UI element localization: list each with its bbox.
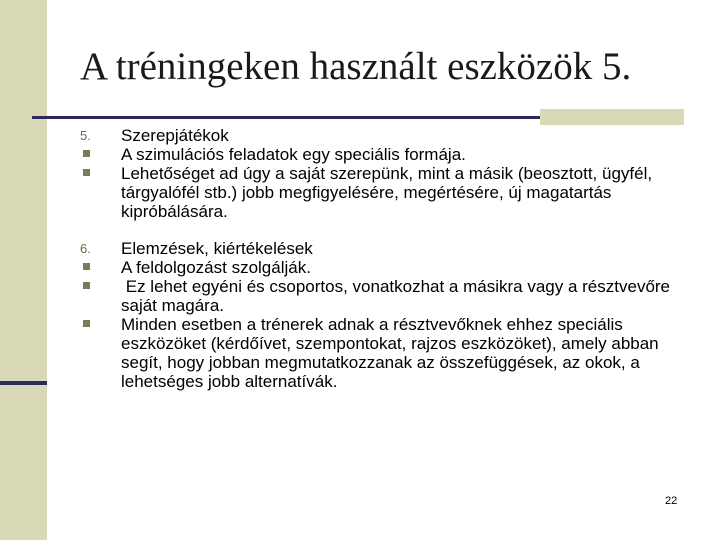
slide-content <box>80 126 680 391</box>
section-6-number: 6. <box>80 241 91 256</box>
list-item <box>80 258 680 277</box>
list-item <box>80 277 680 315</box>
left-accent-bar <box>0 0 47 540</box>
slide-title: A tréningeken használt eszközök 5. <box>80 45 632 88</box>
section-5-heading: Szerepjátékok <box>121 126 229 145</box>
section-5-number: 5. <box>80 128 91 143</box>
bullet-text: A szimulációs feladatok egy speciális formája. <box>121 145 466 164</box>
square-bullet-icon <box>83 263 90 270</box>
title-accent-box <box>540 109 684 125</box>
section-6-heading-item <box>80 239 680 258</box>
bullet-text: Lehetőséget ad úgy a saját szerepünk, mint a másik (beosztott, ügyfél, tárgyalófél stb.) jobb megfigyelésére, megértésére, új magatartás kipróbálására. <box>121 164 653 221</box>
square-bullet-icon <box>83 150 90 157</box>
page-number: 22 <box>665 495 678 507</box>
section-6-heading: Elemzések, kiértékelések <box>121 239 313 258</box>
list-item <box>80 164 680 221</box>
square-bullet-icon <box>83 320 90 327</box>
list-item <box>80 315 680 391</box>
section-5-heading-item <box>80 126 680 145</box>
bullet-text: Ez lehet egyéni és csoportos, vonatkozhat a másikra vagy a résztvevőre saját magára. <box>121 277 675 315</box>
square-bullet-icon <box>83 169 90 176</box>
bullet-text: A feldolgozást szolgálják. <box>121 258 311 277</box>
bullet-text: Minden esetben a trénerek adnak a résztvevőknek ehhez speciális eszközöket (kérdőívet, szempontokat, rajzos eszközöket), amely abban segít, hogy jobban megmutatkozzanak az összefüggések, az okok, a lehetséges jobb alternatívák. <box>121 315 659 391</box>
left-accent-line <box>0 381 47 385</box>
square-bullet-icon <box>83 282 90 289</box>
list-item <box>80 145 680 164</box>
